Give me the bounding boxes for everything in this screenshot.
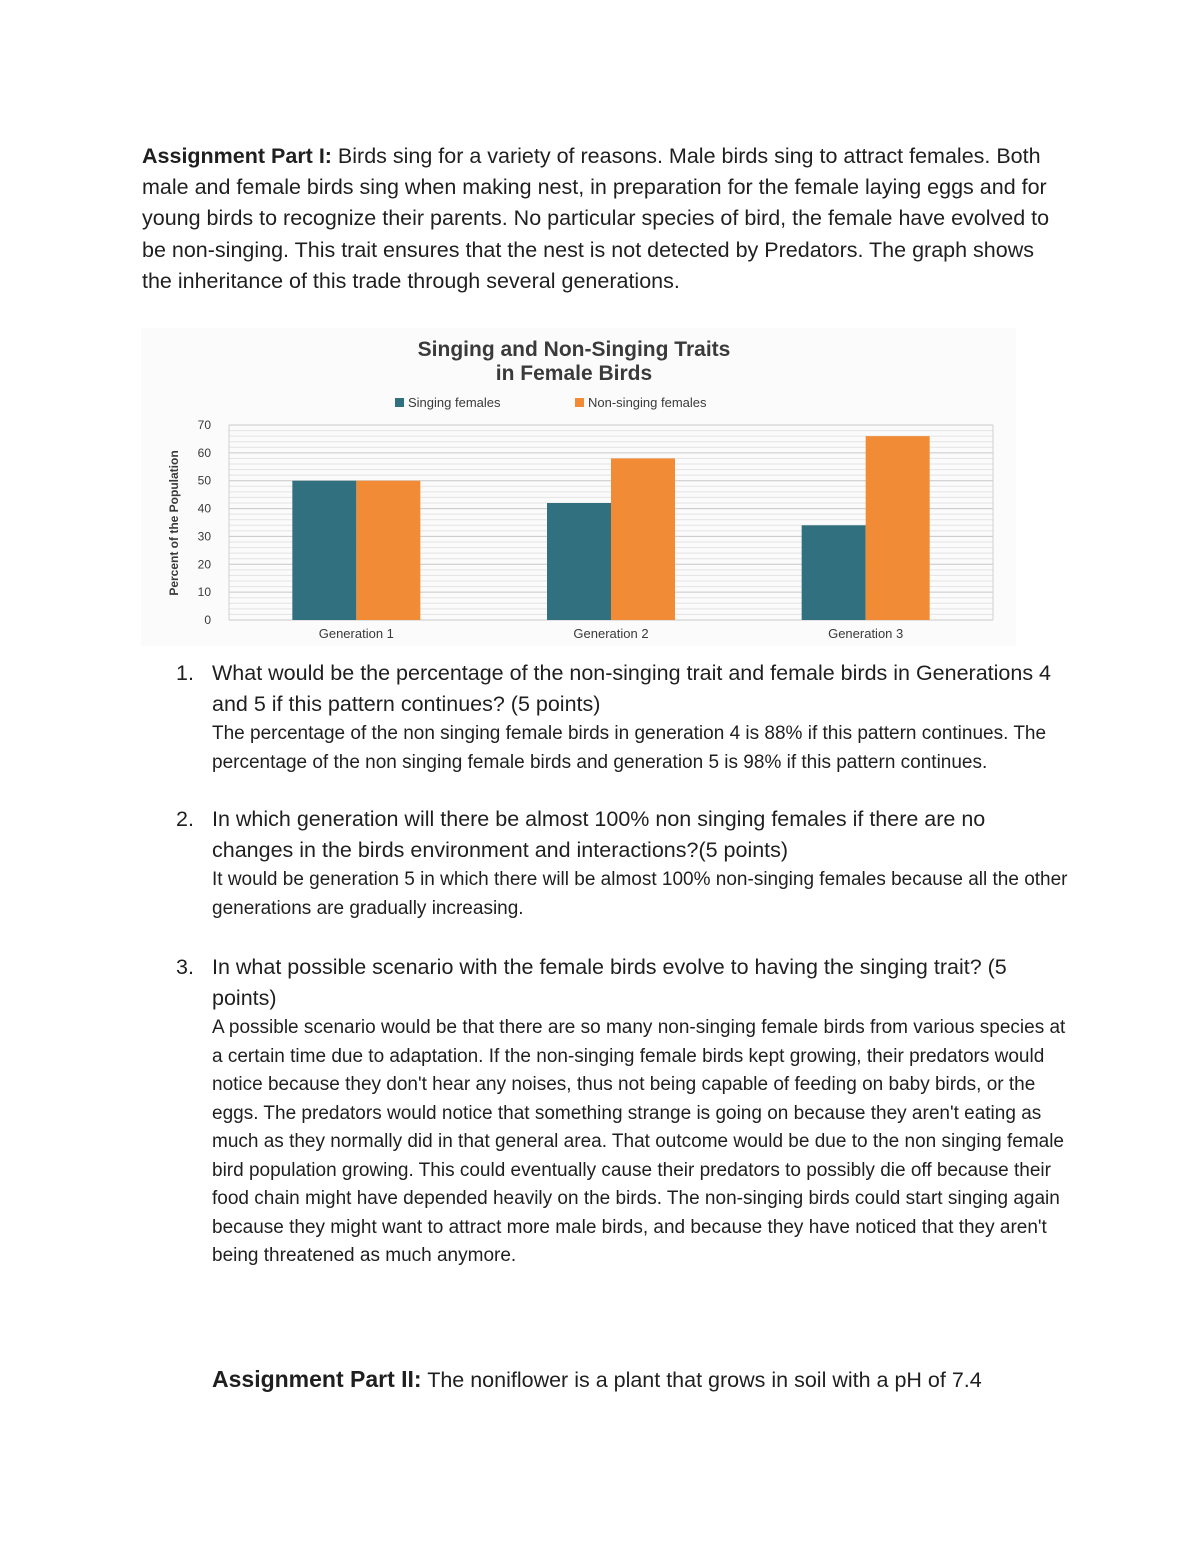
part1-intro: Birds sing for a variety of reasons. Male birds sing to attract females. Both male and female birds sing when making nest, in preparation for the female laying eggs and for young birds to recognize their parents. No particular species of bird, the female have evolved to be non-singing. This trait ensures that the nest is not detected by Predators. The graph shows the inheritance of this trade through several generations. <box>142 144 1050 293</box>
legend-label: Singing females <box>408 395 501 410</box>
bar-singing-gen3 <box>802 525 866 620</box>
part1-paragraph <box>142 141 1067 297</box>
question-1-number: 1. <box>176 661 194 685</box>
bar-non-singing-gen3 <box>866 436 930 620</box>
part2-heading: Assignment Part II: <box>212 1366 422 1392</box>
question-3 <box>170 952 1070 1271</box>
y-tick-label: 30 <box>197 529 211 544</box>
chart-x-ticks <box>319 626 904 641</box>
question-1-answer: The percentage of the non singing female birds in generation 4 is 88% if this pattern continues. The percentage of the non singing female birds and generation 5 is 98% if this pattern continues. <box>212 723 1047 773</box>
part1-heading: Assignment Part I: <box>142 144 332 168</box>
question-2 <box>170 804 1070 923</box>
question-2-text: In which generation will there be almost 100% non singing females if there are no changes in the birds environment and interactions?(5 points) <box>212 807 986 862</box>
y-tick-label: 10 <box>197 585 211 600</box>
question-list <box>170 658 1070 1271</box>
y-tick-label: 70 <box>197 418 211 432</box>
question-3-number: 3. <box>176 955 194 979</box>
y-tick-label: 40 <box>197 501 211 516</box>
chart-svg <box>141 328 1016 646</box>
bar-singing-gen1 <box>292 481 356 620</box>
chart-title-line2: in Female Birds <box>495 362 653 385</box>
legend-swatch <box>395 398 404 407</box>
y-tick-label: 0 <box>204 613 211 627</box>
question-3-answer: A possible scenario would be that there are so many non-singing female birds from various species at a certain time due to adaptation. If the non-singing female birds kept growing, their predators would notice because they don't hear any noises, thus not being capable of feeding on baby birds, or the eggs. The predators would notice that something strange is going on because they aren't eating as much as they normally did in that general area. That outcome would be due to the non singing female bird population growing. This could eventually cause their predators to possibly die off because their food chain might have depended heavily on the birds. The non-singing birds could start singing again because they might want to attract more male birds, and because they have noticed that they aren't being threatened as much anymore. <box>212 1017 1066 1266</box>
part2-text: The noniflower is a plant that grows in soil with a pH of 7.4 <box>421 1368 982 1392</box>
x-tick-label: Generation 1 <box>318 626 394 641</box>
bar-non-singing-gen2 <box>611 458 675 620</box>
question-3-text: In what possible scenario with the female birds evolve to having the singing trait? (5 points) <box>212 955 1007 1010</box>
chart-y-ticks <box>198 418 212 627</box>
part2-paragraph <box>212 1364 1092 1396</box>
bar-chart <box>141 328 1016 646</box>
y-tick-label: 20 <box>197 557 211 572</box>
question-2-number: 2. <box>176 807 194 831</box>
question-1-text: What would be the percentage of the non-singing trait and female birds in Generations 4 and 5 if this pattern continues? (5 points) <box>212 661 1052 716</box>
chart-title-line1: Singing and Non-Singing Traits <box>417 338 731 361</box>
question-2-answer: It would be generation 5 in which there will be almost 100% non-singing females because all the other generations are gradually increasing. <box>212 869 1068 919</box>
chart-legend <box>395 395 707 410</box>
legend-swatch <box>575 398 584 407</box>
y-tick-label: 50 <box>197 473 211 488</box>
x-tick-label: Generation 2 <box>573 626 649 641</box>
bar-non-singing-gen1 <box>356 481 420 620</box>
y-tick-label: 60 <box>197 445 211 460</box>
question-1 <box>170 658 1070 777</box>
x-tick-label: Generation 3 <box>828 626 904 641</box>
chart-y-axis-label: Percent of the Population <box>167 450 181 596</box>
legend-label: Non-singing females <box>588 395 707 410</box>
bar-singing-gen2 <box>547 503 611 620</box>
